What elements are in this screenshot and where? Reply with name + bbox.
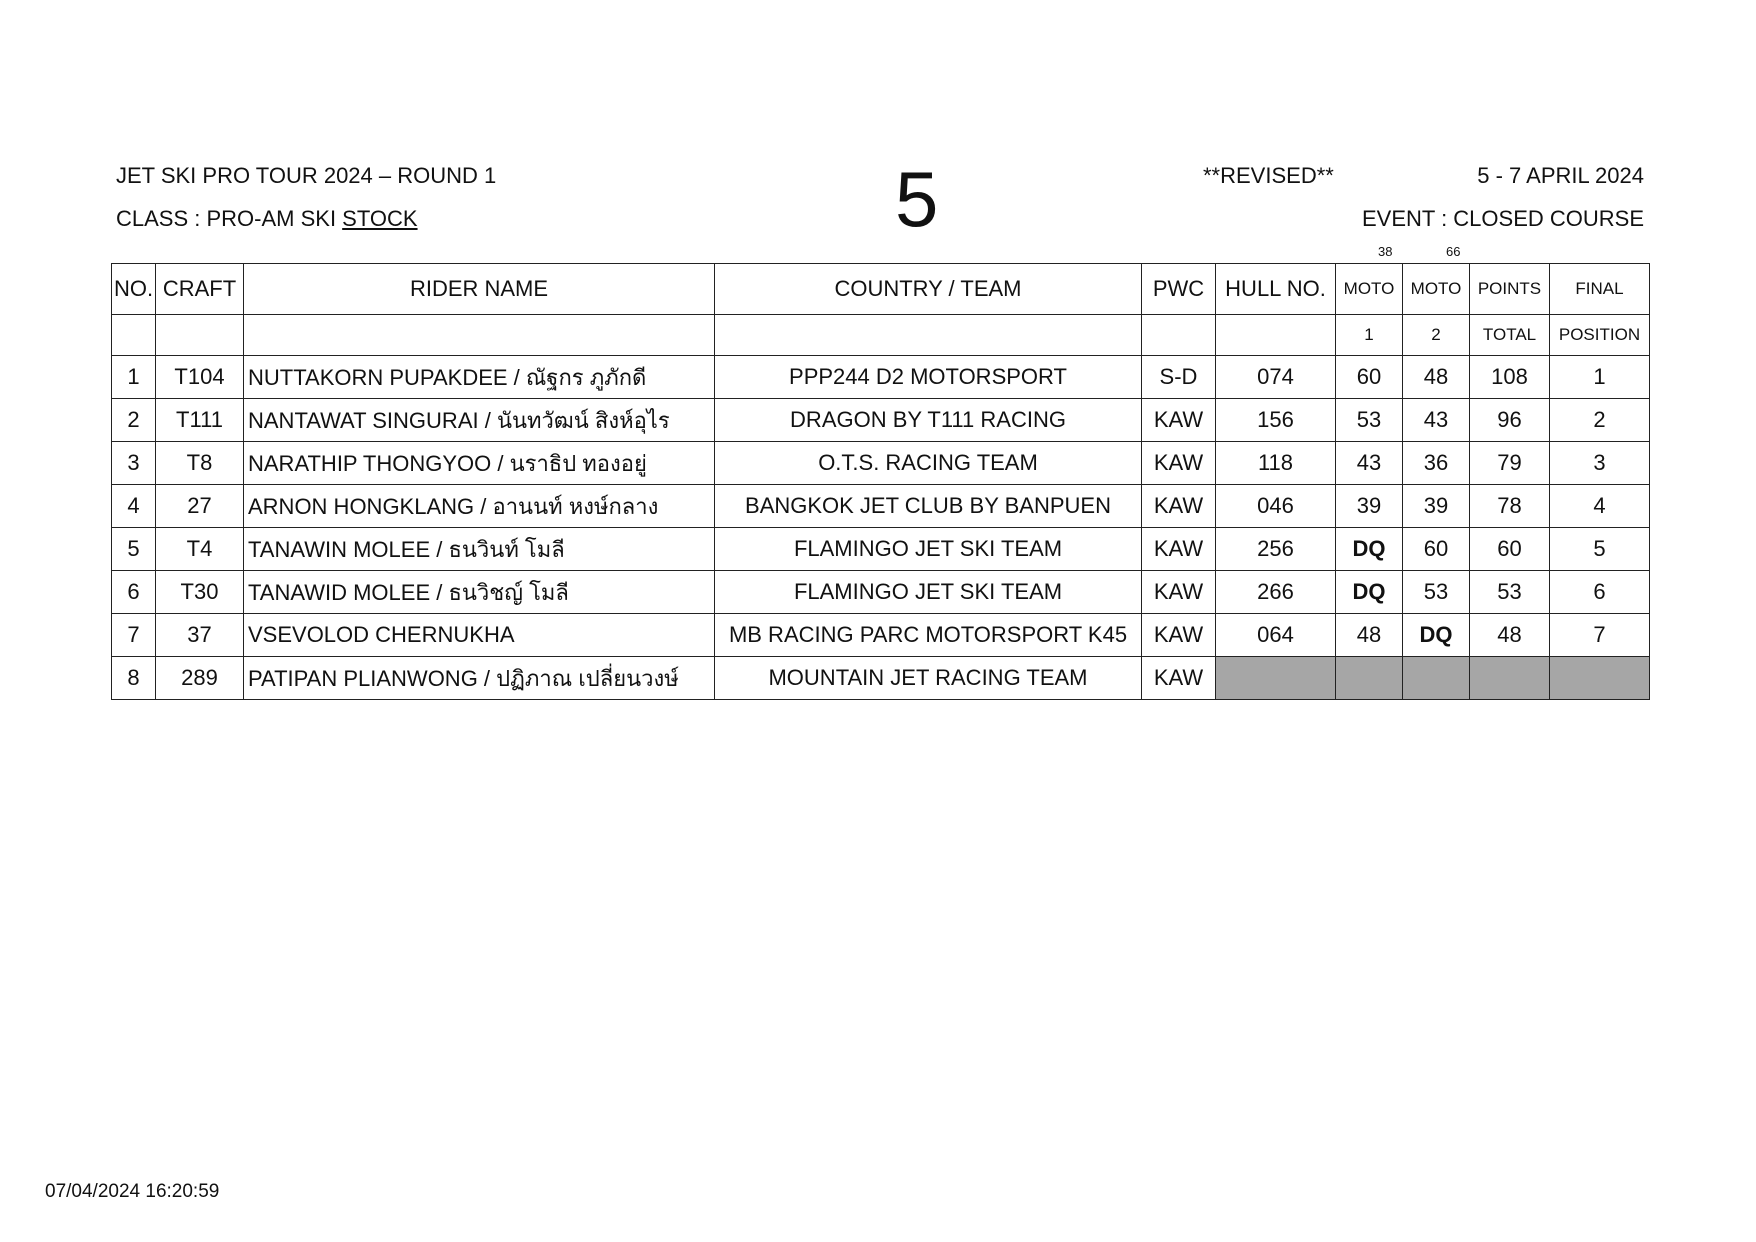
table-row [112, 399, 1650, 442]
table-row [112, 571, 1650, 614]
cell-total: 79 [1470, 442, 1550, 485]
header-row-2 [112, 315, 1650, 356]
header-moto1: MOTO [1336, 264, 1403, 315]
cell-hull [1216, 657, 1336, 700]
class-underlined: STOCK [342, 206, 418, 231]
cell-craft: 289 [156, 657, 244, 700]
cell-total: 96 [1470, 399, 1550, 442]
header2-moto2: 2 [1403, 315, 1470, 356]
cell-moto2: 39 [1403, 485, 1470, 528]
cell-pwc: KAW [1142, 571, 1216, 614]
table-row [112, 657, 1650, 700]
cell-position: 7 [1550, 614, 1650, 657]
revised-label: **REVISED** [1203, 163, 1334, 188]
cell-moto1: DQ [1336, 571, 1403, 614]
header-no: NO. [112, 264, 156, 315]
cell-hull: 118 [1216, 442, 1336, 485]
cell-pwc: KAW [1142, 657, 1216, 700]
cell-pwc: KAW [1142, 442, 1216, 485]
cell-pwc: KAW [1142, 614, 1216, 657]
header2-craft [156, 315, 244, 356]
header-moto2: MOTO [1403, 264, 1470, 315]
header-rider: RIDER NAME [244, 264, 715, 315]
cell-team: DRAGON BY T111 RACING [715, 399, 1142, 442]
cell-hull: 074 [1216, 356, 1336, 399]
cell-no: 1 [112, 356, 156, 399]
cell-team: MOUNTAIN JET RACING TEAM [715, 657, 1142, 700]
header-pwc: PWC [1142, 264, 1216, 315]
cell-total [1470, 657, 1550, 700]
cell-moto2: 53 [1403, 571, 1470, 614]
header-points: POINTS [1470, 264, 1550, 315]
header-row [112, 264, 1650, 315]
cell-no: 7 [112, 614, 156, 657]
cell-moto1: DQ [1336, 528, 1403, 571]
cell-moto2: 60 [1403, 528, 1470, 571]
event-dates: 5 - 7 APRIL 2024 [1477, 163, 1644, 188]
cell-craft: T104 [156, 356, 244, 399]
cell-moto2: 48 [1403, 356, 1470, 399]
cell-craft: T4 [156, 528, 244, 571]
cell-team: FLAMINGO JET SKI TEAM [715, 528, 1142, 571]
header2-moto1: 1 [1336, 315, 1403, 356]
header2-rider [244, 315, 715, 356]
cell-position: 1 [1550, 356, 1650, 399]
event-type: EVENT : CLOSED COURSE [1362, 206, 1644, 231]
cell-no: 8 [112, 657, 156, 700]
cell-rider: PATIPAN PLIANWONG / ปฏิภาณ เปลี่ยนวงษ์ [244, 657, 715, 700]
cell-moto2: 43 [1403, 399, 1470, 442]
class-prefix: CLASS : PRO-AM SKI [116, 206, 343, 231]
cell-hull: 156 [1216, 399, 1336, 442]
cell-hull: 046 [1216, 485, 1336, 528]
cell-moto1 [1336, 657, 1403, 700]
cell-rider: VSEVOLOD CHERNUKHA [244, 614, 715, 657]
cell-pwc: S-D [1142, 356, 1216, 399]
cell-team: PPP244 D2 MOTORSPORT [715, 356, 1142, 399]
timestamp: 07/04/2024 16:20:59 [45, 1181, 220, 1202]
cell-total: 60 [1470, 528, 1550, 571]
cell-rider: TANAWID MOLEE / ธนวิชญ์ โมลี [244, 571, 715, 614]
cell-no: 2 [112, 399, 156, 442]
cell-rider: NANTAWAT SINGURAI / นันทวัฒน์ สิงห์อุไร [244, 399, 715, 442]
cell-rider: ARNON HONGKLANG / อานนท์ หงษ์กลาง [244, 485, 715, 528]
header2-no [112, 315, 156, 356]
cell-moto1: 39 [1336, 485, 1403, 528]
cell-position: 6 [1550, 571, 1650, 614]
cell-hull: 256 [1216, 528, 1336, 571]
table-row [112, 485, 1650, 528]
cell-rider: TANAWIN MOLEE / ธนวินท์ โมลี [244, 528, 715, 571]
cell-craft: T111 [156, 399, 244, 442]
header2-points: TOTAL [1470, 315, 1550, 356]
cell-pwc: KAW [1142, 399, 1216, 442]
cell-moto1: 60 [1336, 356, 1403, 399]
moto1-mini-label: 38 [1378, 244, 1393, 259]
cell-rider: NARATHIP THONGYOO / นราธิป ทองอยู่ [244, 442, 715, 485]
results-table [111, 263, 1650, 700]
cell-rider: NUTTAKORN PUPAKDEE / ณัฐกร ภูภักดี [244, 356, 715, 399]
header2-final: POSITION [1550, 315, 1650, 356]
header-hull: HULL NO. [1216, 264, 1336, 315]
header2-pwc [1142, 315, 1216, 356]
cell-team: O.T.S. RACING TEAM [715, 442, 1142, 485]
cell-moto1: 53 [1336, 399, 1403, 442]
cell-no: 6 [112, 571, 156, 614]
cell-moto1: 43 [1336, 442, 1403, 485]
cell-total: 53 [1470, 571, 1550, 614]
header-final: FINAL [1550, 264, 1650, 315]
cell-team: FLAMINGO JET SKI TEAM [715, 571, 1142, 614]
table-row [112, 614, 1650, 657]
cell-total: 108 [1470, 356, 1550, 399]
header2-country [715, 315, 1142, 356]
cell-no: 3 [112, 442, 156, 485]
cell-position: 2 [1550, 399, 1650, 442]
cell-moto1: 48 [1336, 614, 1403, 657]
cell-no: 5 [112, 528, 156, 571]
cell-no: 4 [112, 485, 156, 528]
class-line [116, 206, 418, 232]
cell-position: 3 [1550, 442, 1650, 485]
cell-team: MB RACING PARC MOTORSPORT K45 [715, 614, 1142, 657]
cell-moto2 [1403, 657, 1470, 700]
cell-craft: 37 [156, 614, 244, 657]
cell-position: 5 [1550, 528, 1650, 571]
cell-total: 78 [1470, 485, 1550, 528]
cell-pwc: KAW [1142, 485, 1216, 528]
cell-moto2: 36 [1403, 442, 1470, 485]
cell-position: 4 [1550, 485, 1650, 528]
header2-hull [1216, 315, 1336, 356]
cell-hull: 266 [1216, 571, 1336, 614]
cell-hull: 064 [1216, 614, 1336, 657]
header-country: COUNTRY / TEAM [715, 264, 1142, 315]
cell-position [1550, 657, 1650, 700]
table-row [112, 356, 1650, 399]
event-title: JET SKI PRO TOUR 2024 – ROUND 1 [116, 163, 497, 188]
cell-pwc: KAW [1142, 528, 1216, 571]
moto2-mini-label: 66 [1446, 244, 1461, 259]
big-number: 5 [895, 155, 939, 243]
cell-moto2: DQ [1403, 614, 1470, 657]
cell-craft: 27 [156, 485, 244, 528]
table-row [112, 442, 1650, 485]
table-row [112, 528, 1650, 571]
cell-total: 48 [1470, 614, 1550, 657]
cell-team: BANGKOK JET CLUB BY BANPUEN [715, 485, 1142, 528]
cell-craft: T30 [156, 571, 244, 614]
header-craft: CRAFT [156, 264, 244, 315]
cell-craft: T8 [156, 442, 244, 485]
